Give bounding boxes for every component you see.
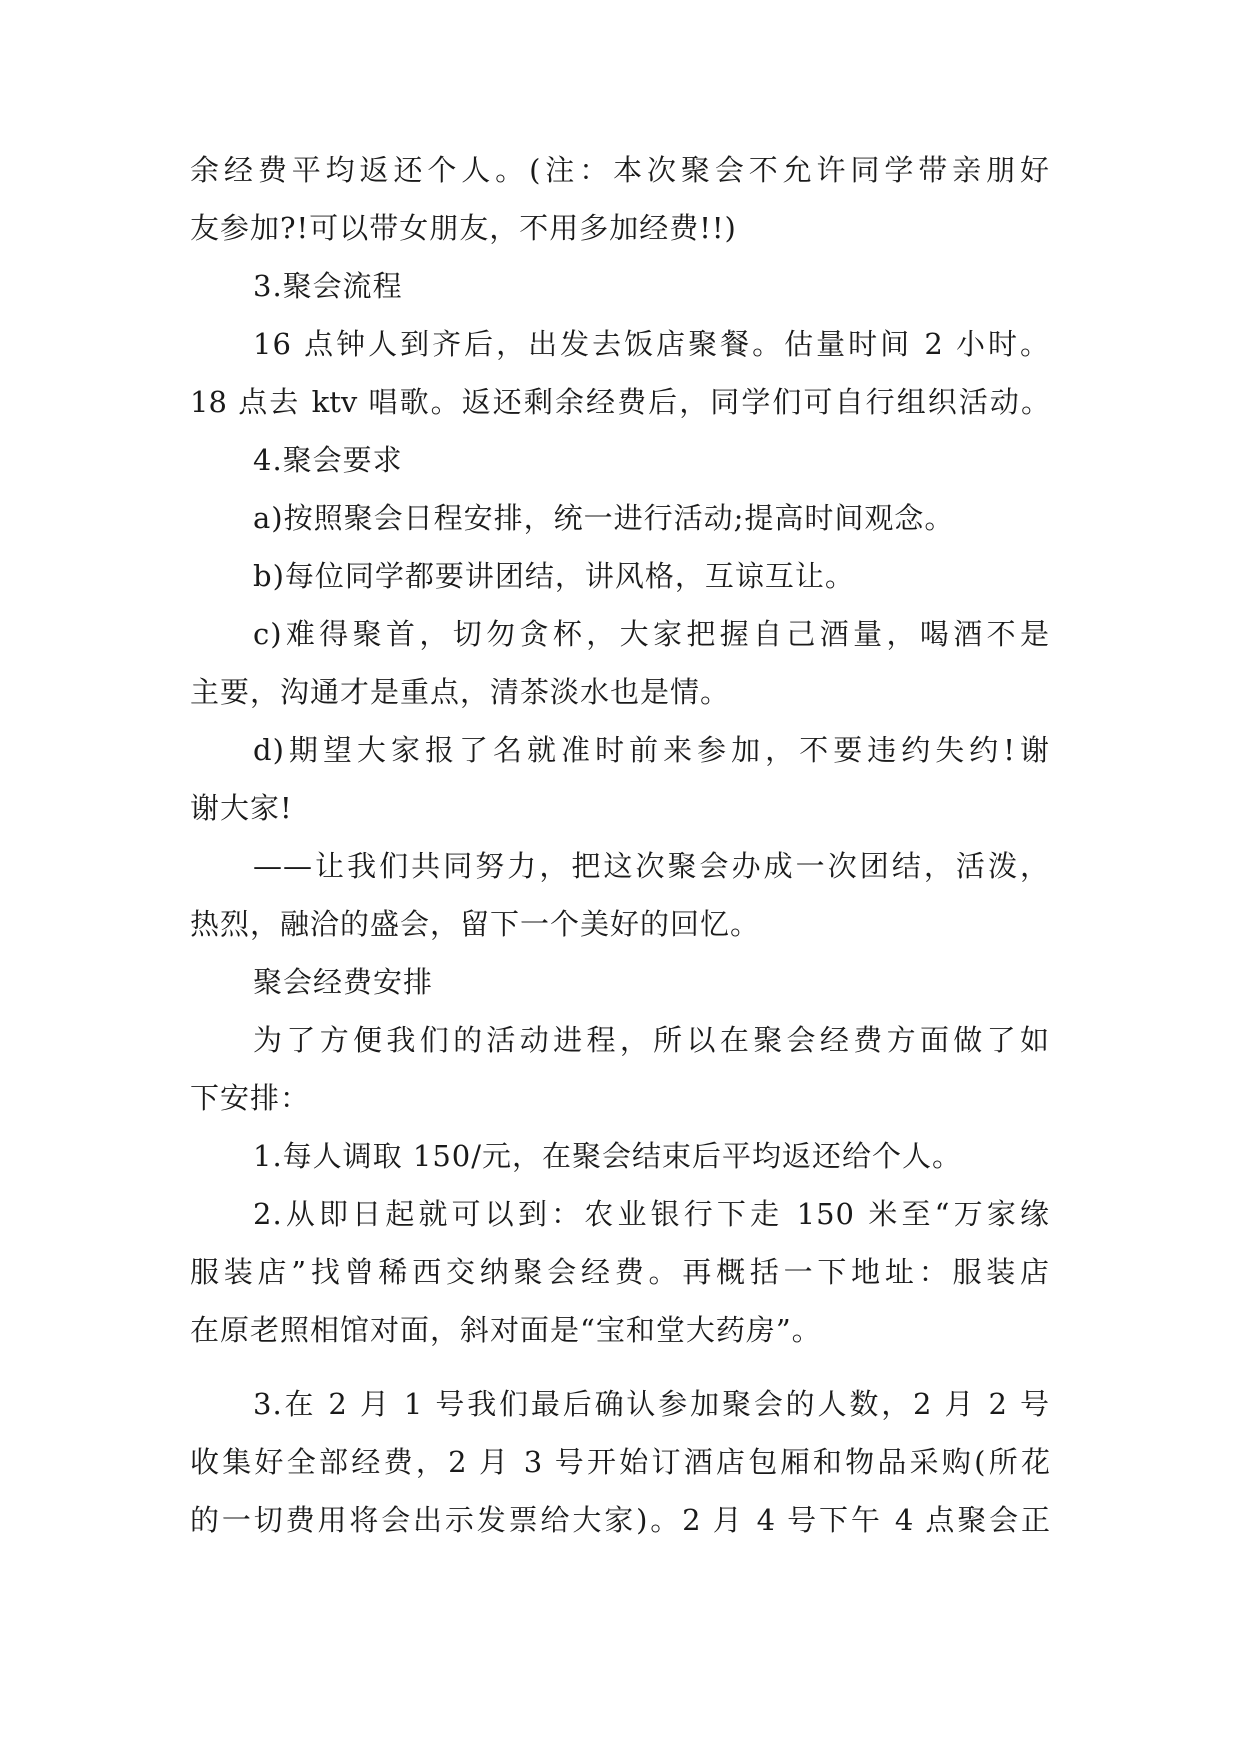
text-line: 的一切费用将会出示发票给大家)。2 月 4 号下午 4 点聚会正 — [190, 1503, 1050, 1537]
text-line: 1.每人调取 150/元，在聚会结束后平均返还给个人。 — [253, 1139, 963, 1173]
section-heading: 聚会经费安排 — [253, 965, 434, 999]
text-line: 热烈，融洽的盛会，留下一个美好的回忆。 — [190, 907, 761, 941]
text-line: 18 点去 ktv 唱歌。返还剩余经费后，同学们可自行组织活动。 — [190, 385, 1050, 419]
text-line: 服装店”找曾稀西交纳聚会经费。再概括一下地址：服装店 — [190, 1255, 1050, 1289]
text-line: d)期望大家报了名就准时前来参加，不要违约失约!谢 — [253, 733, 1050, 767]
text-line: 余经费平均返还个人。(注：本次聚会不允许同学带亲朋好 — [190, 153, 1050, 187]
text-line: a)按照聚会日程安排，统一进行活动;提高时间观念。 — [253, 501, 955, 535]
text-line: 在原老照相馆对面，斜对面是“宝和堂大药房”。 — [190, 1313, 822, 1347]
section-heading: 3.聚会流程 — [253, 269, 403, 303]
text-line: 16 点钟人到齐后，出发去饭店聚餐。估量时间 2 小时。 — [253, 327, 1050, 361]
text-line: 谢大家! — [190, 791, 293, 825]
text-line: c)难得聚首，切勿贪杯，大家把握自己酒量，喝酒不是 — [253, 617, 1050, 651]
text-line: ——让我们共同努力，把这次聚会办成一次团结，活泼， — [253, 849, 1050, 883]
text-line: b)每位同学都要讲团结，讲风格，互谅互让。 — [253, 559, 855, 593]
text-line: 主要，沟通才是重点，清茶淡水也是情。 — [190, 675, 731, 709]
text-line: 友参加?!可以带女朋友，不用多加经费!!) — [190, 211, 737, 245]
text-line: 下安排： — [190, 1081, 311, 1115]
text-line: 3.在 2 月 1 号我们最后确认参加聚会的人数，2 月 2 号 — [253, 1387, 1050, 1421]
text-line: 为了方便我们的活动进程，所以在聚会经费方面做了如 — [253, 1023, 1050, 1057]
text-line: 2.从即日起就可以到：农业银行下走 150 米至“万家缘 — [253, 1197, 1050, 1231]
text-line: 收集好全部经费，2 月 3 号开始订酒店包厢和物品采购(所花 — [190, 1445, 1050, 1479]
section-heading: 4.聚会要求 — [253, 443, 403, 477]
